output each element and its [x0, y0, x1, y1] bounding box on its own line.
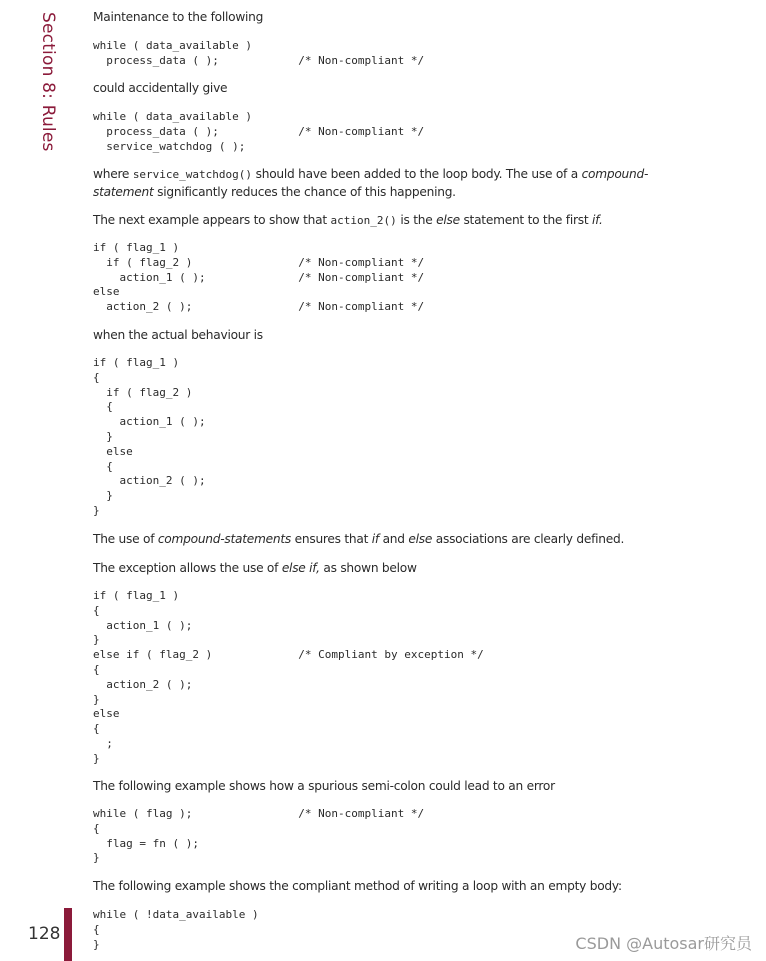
inline-code: service_watchdog()	[132, 168, 253, 181]
text-run: as shown below	[319, 561, 417, 575]
code-block-2: while ( data_available ) process_data ( ); /* Non-compliant */ service_watchdog ( );	[93, 110, 425, 153]
section-title: Section 8: Rules	[38, 12, 58, 152]
code-block-1: while ( data_available ) process_data ( ); /* Non-compliant */	[93, 39, 425, 67]
paragraph-service-watchdog	[93, 166, 698, 201]
paragraph-empty-body: The following example shows the compliant method of writing a loop with an empty body:	[93, 879, 622, 893]
text-run: significantly reduces the chance of this happening.	[153, 184, 456, 199]
text-run: The use of	[93, 532, 158, 546]
text-run: ensures that	[291, 532, 372, 546]
paragraph-maintenance: Maintenance to the following	[93, 10, 264, 24]
inline-code: action_2()	[330, 214, 397, 227]
paragraph-compound-statements	[93, 531, 698, 549]
emphasis: else	[436, 213, 460, 227]
emphasis: compound-statement	[93, 167, 649, 199]
code-block-5: if ( flag_1 ) { action_1 ( ); } else if ( flag_2 ) /* Compliant by exception */ { action_2 ( ); } else { ; }	[93, 589, 484, 765]
text-run: The exception allows the use of	[93, 561, 282, 575]
emphasis: compound-statements	[157, 532, 292, 546]
emphasis: if	[371, 532, 379, 546]
text-run: and	[378, 532, 409, 546]
text-run: where	[93, 167, 133, 181]
page-number: 128	[28, 924, 61, 944]
code-block-4: if ( flag_1 ) { if ( flag_2 ) { action_1 ( ); } else { action_2 ( ); } }	[93, 356, 206, 517]
text-run: associations are clearly defined.	[432, 532, 625, 546]
code-block-3: if ( flag_1 ) if ( flag_2 ) /* Non-compliant */ action_1 ( ); /* Non-compliant */ else action_2 ( ); /* Non-compliant */	[93, 241, 425, 314]
paragraph-next-example	[93, 212, 698, 230]
emphasis: if.	[592, 213, 603, 227]
code-block-6: while ( flag ); /* Non-compliant */ { flag = fn ( ); }	[93, 807, 425, 865]
text-run: should have been added to the loop body. The use of a	[252, 167, 582, 181]
page-marker-bar	[64, 908, 72, 961]
paragraph-accidental: could accidentally give	[93, 81, 228, 95]
paragraph-exception	[93, 560, 698, 578]
text-run: The next example appears to show that	[93, 213, 331, 227]
text-run: statement to the first	[459, 213, 592, 227]
text-run: is the	[396, 213, 437, 227]
emphasis: else if,	[281, 561, 320, 575]
code-block-7: while ( !data_available ) { }	[93, 908, 259, 951]
paragraph-spurious-semicolon: The following example shows how a spurious semi-colon could lead to an error	[93, 779, 555, 793]
emphasis: else	[408, 532, 433, 546]
watermark: CSDN @Autosar研究员	[575, 934, 752, 953]
paragraph-actual-behaviour: when the actual behaviour is	[93, 328, 263, 342]
